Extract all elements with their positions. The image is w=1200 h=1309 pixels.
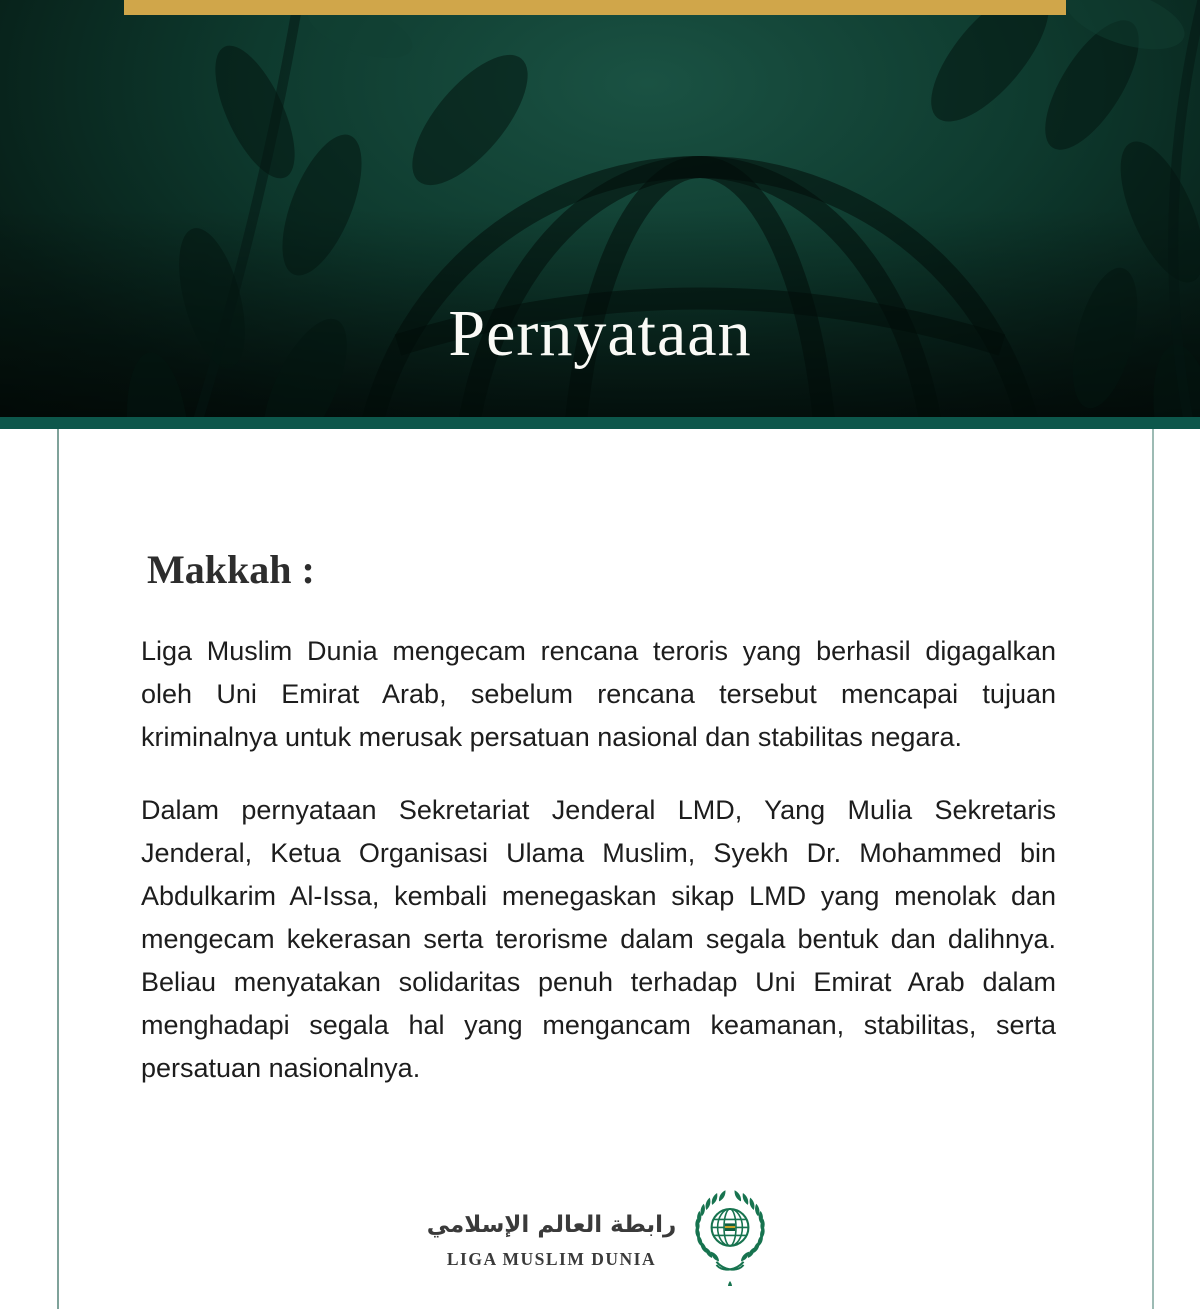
dateline-heading: Makkah : [147,547,315,592]
header-banner [0,0,1200,417]
globe-icon [712,1209,749,1246]
statement-text-block [141,429,1056,1286]
organization-logo-text [427,1205,677,1270]
laurel-wreath-globe-emblem-icon [690,1188,770,1286]
teal-divider-strip [0,417,1200,429]
document-body [0,429,1200,1309]
kaaba-gold-band [725,1226,735,1228]
globe-watermark-icon [362,167,1038,417]
wreath-stems [717,1262,744,1270]
left-vertical-rule [57,429,59,1309]
organization-logo [141,1188,1056,1286]
gold-accent-bar [124,0,1066,15]
logo-arabic-name: رابطة العالم الإسلامي [426,1211,677,1238]
statement-paragraph-2: Dalam pernyataan Sekretariat Jenderal LMD, Yang Mulia Sekretaris Jenderal, Ketua Organisasi Ulama Muslim, Syekh Dr. Mohammed bin Abdulkarim Al-Issa, kembali menegaskan sikap LMD yang menolak dan mengecam kekerasan serta terorisme dalam segala bentuk dan dalihnya. Beliau menyatakan solidaritas penuh terhadap Uni Emirat Arab dalam menghadapi segala hal yang mengancam keamanan, stabilitas, serta persatuan nasionalnya. [141,795,1056,1083]
logo-latin-name: LIGA MUSLIM DUNIA [446,1248,657,1269]
statement-paragraph-1: Liga Muslim Dunia mengecam rencana teroris yang berhasil digagalkan oleh Uni Emirat Arab, sebelum rencana tersebut mencapai tujuan kriminalnya untuk merusak persatuan nasional dan stabilitas negara. [141,636,1056,752]
right-vertical-rule [1152,429,1154,1309]
page-title: Pernyataan [448,297,752,370]
